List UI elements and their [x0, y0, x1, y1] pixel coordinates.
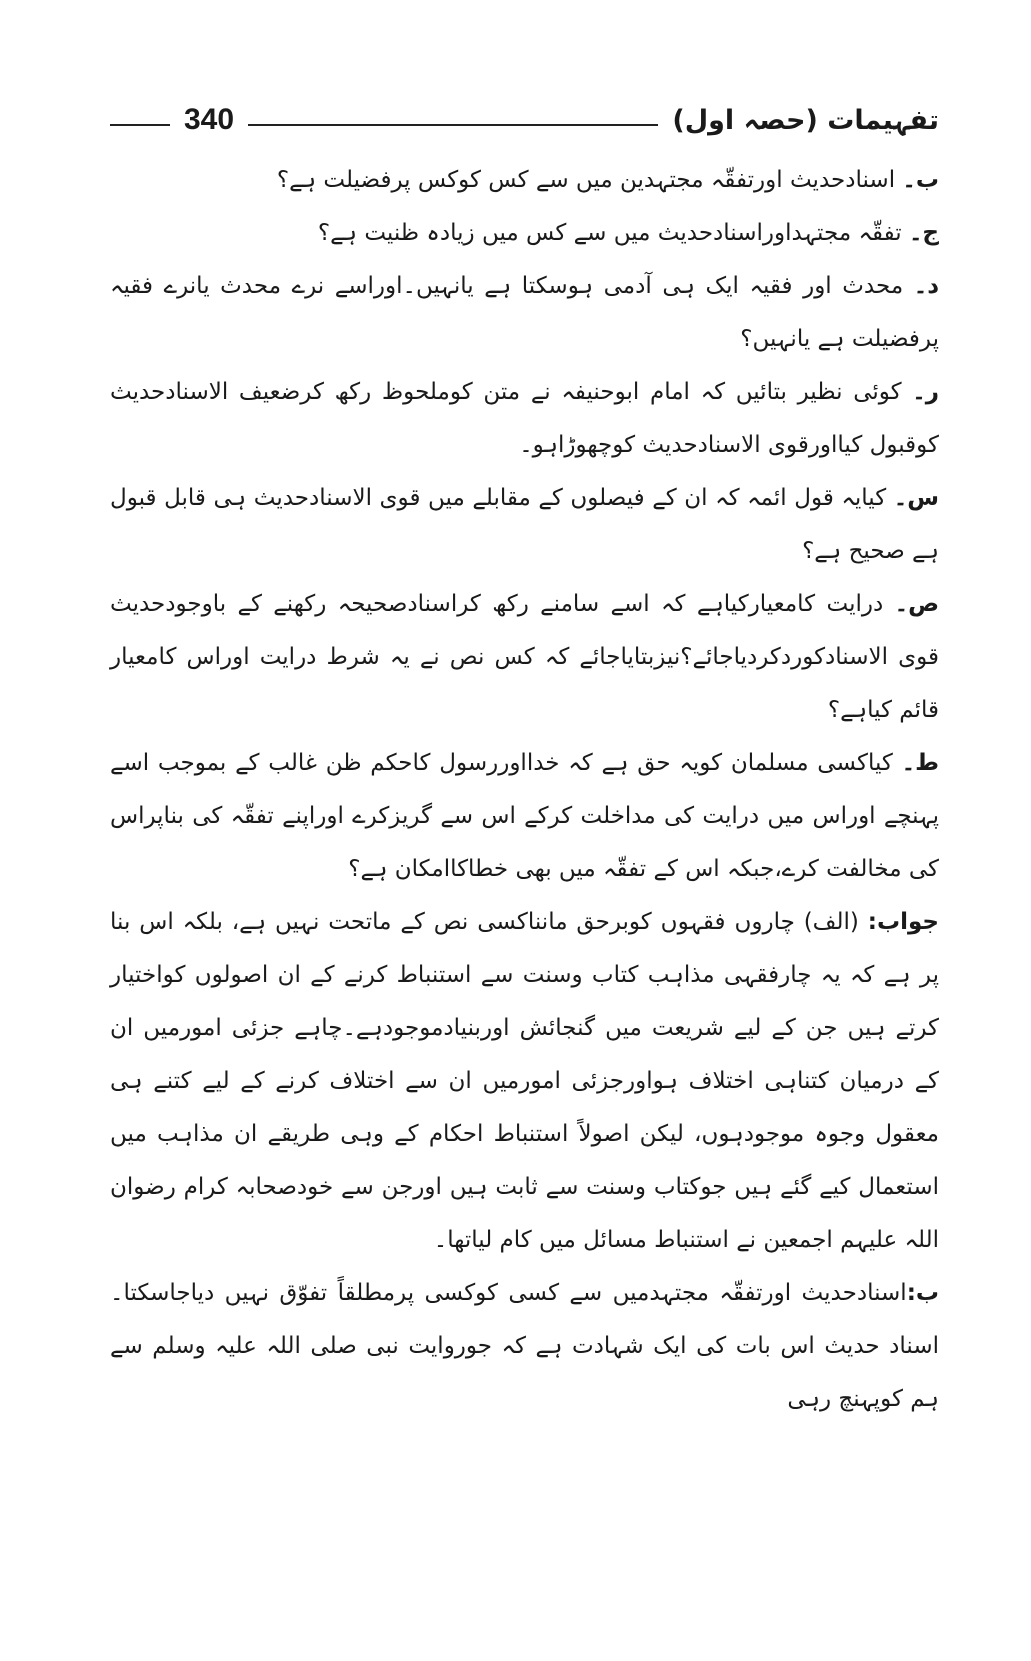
- paragraph-text: کوئی نظیر بتائیں کہ امام ابوحنیفہ نے متن کوملحوظ رکھ کرضعیف الاسنادحدیث کوقبول کیااورقوی الاسنادحدیث کوچھوڑاہو۔: [110, 379, 939, 458]
- page-body: [110, 154, 939, 1426]
- paragraph-text: اسنادحدیث اورتفقّہ مجتہدمیں سے کسی کوکسی پرمطلقاً تفوّق نہیں دیاجاسکتا۔اسناد حدیث اس بات کی ایک شہادت ہے کہ جوروایت نبی صلی اللہ علیہ وسلم سے ہم کوپہنچ رہی: [110, 1280, 939, 1412]
- item-marker: د۔: [913, 273, 940, 299]
- question-j: [110, 207, 939, 260]
- header-rule-end: [110, 124, 170, 126]
- paragraph-text: کیایہ قول ائمہ کہ ان کے فیصلوں کے مقابلے میں قوی الاسنادحدیث ہی قابل قبول ہے صحیح ہے؟: [110, 485, 939, 564]
- paragraph-text: (الف) چاروں فقہوں کوبرحق مانناکسی نص کے ماتحت نہیں ہے، بلکہ اس بنا پر ہے کہ یہ چارفقہی مذاہب کتاب وسنت سے استنباط کرنے کے ان اصولوں کواختیار کرتے ہیں جن کے لیے شریعت میں گنجائش اوربنیادموجودہے۔چاہے جزئی امورمیں ان کے درمیان کتناہی اختلاف ہواورجزئی امورمیں ان سے اختلاف کرنے کے لیے کتنے ہی معقول وجوہ موجودہوں، لیکن اصولاً استنباط احکام کے وہی طریقے ان مذاہب میں استعمال کیے گئے ہیں جوکتاب وسنت سے ثابت ہیں اورجن سے خودصحابہ کرام رضوان اللہ علیہم اجمعین نے استنباط مسائل میں کام لیاتھا۔: [110, 909, 939, 1253]
- paragraph-text: تفقّہ مجتہداوراسنادحدیث میں سے کس میں زیادہ ظنیت ہے؟: [317, 220, 902, 246]
- paragraph-text: اسنادحدیث اورتفقّہ مجتہدین میں سے کس کوکس پرفضیلت ہے؟: [276, 167, 896, 193]
- question-sad: [110, 578, 939, 737]
- item-marker: س۔: [893, 485, 939, 511]
- item-marker: ص۔: [894, 591, 940, 617]
- page-number: 340: [184, 103, 235, 136]
- answer-marker: جواب:: [867, 909, 939, 935]
- question-r: [110, 366, 939, 472]
- item-marker: ب:: [906, 1280, 939, 1306]
- header-rule: [248, 124, 658, 126]
- item-marker: ر۔: [912, 379, 939, 405]
- paragraph-text: محدث اور فقیہ ایک ہی آدمی ہوسکتا ہے یانہیں۔اوراسے نرے محدث یانرے فقیہ پرفضیلت ہے یانہیں؟: [110, 273, 939, 352]
- paragraph-text: کیاکسی مسلمان کویہ حق ہے کہ خدااوررسول کاحکم ظن غالب کے بموجب اسے پہنچے اوراس میں درایت کی مداخلت کرکے اس سے گریزکرے اوراپنے تفقّہ کی بناپراس کی مخالفت کرے،جبکہ اس کے تفقّہ میں بھی خطاکاامکان ہے؟: [110, 750, 939, 882]
- question-s: [110, 472, 939, 578]
- answer-b: [110, 1267, 939, 1426]
- question-t: [110, 737, 939, 896]
- paragraph-text: درایت کامعیارکیاہے کہ اسے سامنے رکھ کراسنادصحیحہ رکھنے کے باوجودحدیث قوی الاسنادکوردکردیاجائے؟نیزبتایاجائے کہ کس نص نے یہ شرط درایت اوراس کامعیار قائم کیاہے؟: [110, 591, 939, 723]
- item-marker: ج۔: [908, 220, 939, 246]
- question-d: [110, 260, 939, 366]
- book-title: تفہیمات (حصہ اول): [672, 104, 939, 136]
- question-b: [110, 154, 939, 207]
- running-header: [110, 96, 939, 144]
- item-marker: ب۔: [902, 167, 939, 193]
- item-marker: ط۔: [901, 750, 939, 776]
- answer-alif: [110, 896, 939, 1267]
